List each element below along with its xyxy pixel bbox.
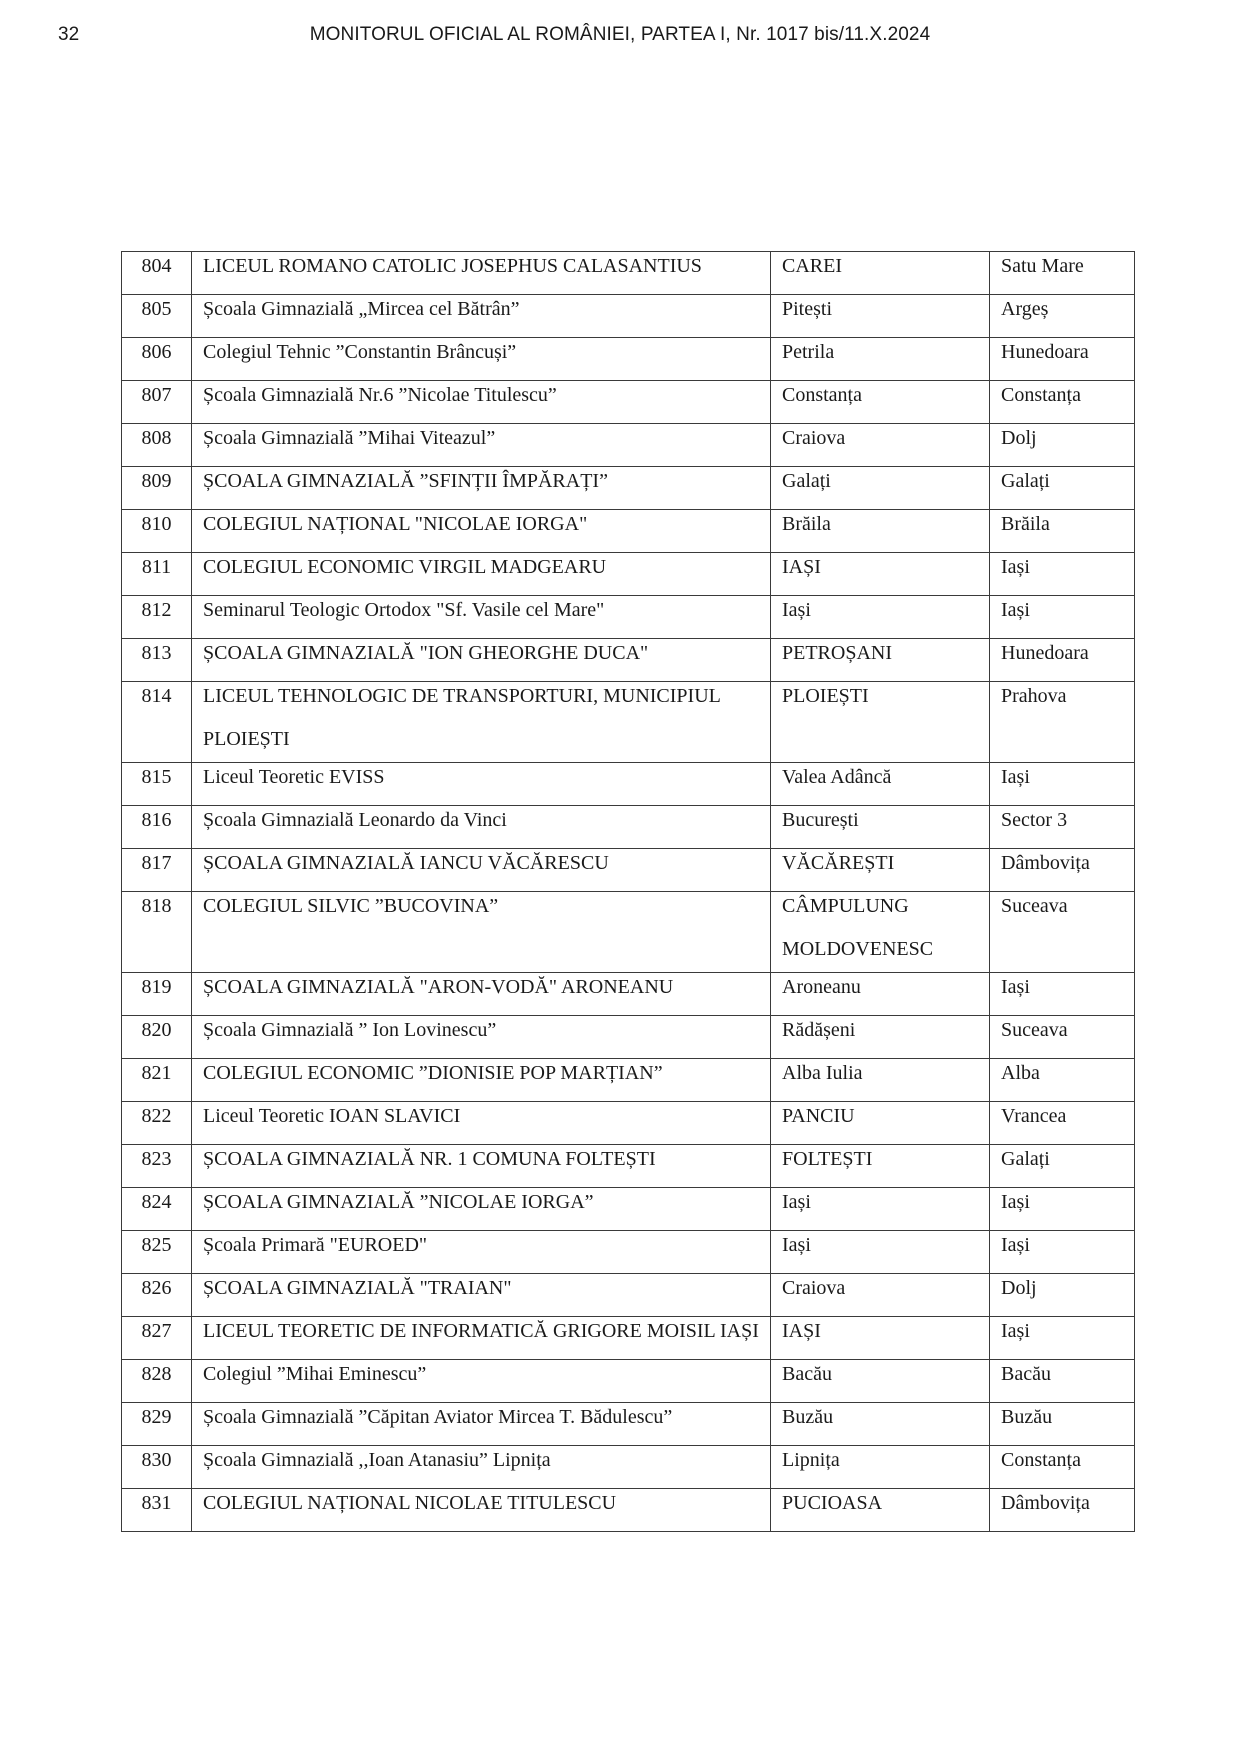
cell-county <box>990 892 1135 973</box>
locality-text: Lipnița <box>782 1449 840 1471</box>
school-name-text: Școala Gimnazială ” Ion Lovinescu” <box>203 1019 497 1041</box>
county-text: Iași <box>1001 556 1030 578</box>
row-number-text: 812 <box>141 599 172 621</box>
school-name-text: Școala Gimnazială ”Mihai Viteazul” <box>203 427 496 449</box>
locality-text: Brăila <box>782 513 831 535</box>
locality-text: Iași <box>782 1234 811 1256</box>
cell-locality <box>771 892 990 973</box>
county-text: Buzău <box>1001 1406 1053 1428</box>
school-name-text: Școala Gimnazială Nr.6 ”Nicolae Titulescu” <box>203 384 557 406</box>
row-number-text: 809 <box>141 470 172 492</box>
row-number-text: 808 <box>141 427 172 449</box>
school-name-text: ȘCOALA GIMNAZIALĂ "TRAIAN" <box>203 1277 512 1299</box>
school-name-text: ȘCOALA GIMNAZIALĂ IANCU VĂCĂRESCU <box>203 852 609 874</box>
school-name-text: Școala Gimnazială „Mircea cel Bătrân” <box>203 298 520 320</box>
county-text: Sector 3 <box>1001 809 1068 831</box>
row-number-text: 825 <box>141 1234 172 1256</box>
school-name-text: ȘCOALA GIMNAZIALĂ NR. 1 COMUNA FOLTEȘTI <box>203 1148 656 1170</box>
county-text: Dâmbovița <box>1001 852 1090 874</box>
row-number-text: 816 <box>141 809 172 831</box>
locality-text: PUCIOASA <box>782 1492 883 1514</box>
county-text: Iași <box>1001 1320 1030 1342</box>
cell-school-name <box>192 1489 771 1532</box>
locality-text: Buzău <box>782 1406 834 1428</box>
school-name-text: ȘCOALA GIMNAZIALĂ "ION GHEORGHE DUCA" <box>203 642 649 664</box>
locality-text: Aroneanu <box>782 976 861 998</box>
locality-text: Rădășeni <box>782 1019 856 1041</box>
row-number-text: 831 <box>141 1492 172 1514</box>
school-name-text: Școala Gimnazială ”Căpitan Aviator Mircea T. Bădulescu” <box>203 1406 673 1428</box>
county-text: Brăila <box>1001 513 1050 535</box>
county-text: Iași <box>1001 976 1030 998</box>
row-number-text: 817 <box>141 852 172 874</box>
row-number-text: 829 <box>141 1406 172 1428</box>
cell-county <box>990 1489 1135 1532</box>
county-text: Bacău <box>1001 1363 1051 1385</box>
row-number-text: 811 <box>141 556 172 578</box>
locality-text: Craiova <box>782 427 846 449</box>
row-number-text: 828 <box>141 1363 172 1385</box>
row-number-text: 804 <box>141 255 172 277</box>
county-text: Hunedoara <box>1001 341 1089 363</box>
cell-county <box>990 682 1135 763</box>
locality-text: IAȘI <box>782 556 821 578</box>
locality-text: Valea Adâncă <box>782 766 892 788</box>
row-number-text: 819 <box>141 976 172 998</box>
cell-row-number <box>122 1489 192 1532</box>
county-text: Hunedoara <box>1001 642 1089 664</box>
county-text: Iași <box>1001 1234 1030 1256</box>
school-name-text: Școala Gimnazială Leonardo da Vinci <box>203 809 507 831</box>
cell-row-number <box>122 682 192 763</box>
row-number-text: 824 <box>141 1191 172 1213</box>
county-text: Satu Mare <box>1001 255 1084 277</box>
county-text: Dâmbovița <box>1001 1492 1090 1514</box>
row-number-text: 827 <box>141 1320 172 1342</box>
school-name-text: LICEUL TEORETIC DE INFORMATICĂ GRIGORE MOISIL IAȘI <box>203 1320 759 1342</box>
row-number-text: 807 <box>141 384 172 406</box>
locality-text: PETROȘANI <box>782 642 893 664</box>
cell-locality <box>771 682 990 763</box>
county-text: Suceava <box>1001 895 1068 917</box>
county-text: Alba <box>1001 1062 1040 1084</box>
locality-text: București <box>782 809 859 831</box>
row-number-text: 821 <box>141 1062 172 1084</box>
locality-text: Iași <box>782 599 811 621</box>
schools-table <box>121 251 1135 1532</box>
row-number-text: 830 <box>141 1449 172 1471</box>
page-title: MONITORUL OFICIAL AL ROMÂNIEI, PARTEA I, Nr. 1017 bis/11.X.2024 <box>309 24 931 45</box>
table-row <box>122 892 1135 973</box>
table-row <box>122 1489 1135 1532</box>
school-name-text: COLEGIUL ECONOMIC VIRGIL MADGEARU <box>203 556 607 578</box>
row-number-text: 815 <box>141 766 172 788</box>
row-number-text: 813 <box>141 642 172 664</box>
county-text: Argeș <box>1001 298 1049 320</box>
county-text: Dolj <box>1001 1277 1037 1299</box>
row-number-text: 810 <box>141 513 172 535</box>
school-name-text: LICEUL TEHNOLOGIC DE TRANSPORTURI, MUNICIPIUL PLOIEȘTI <box>203 685 721 750</box>
row-number-text: 820 <box>141 1019 172 1041</box>
row-number-text: 805 <box>141 298 172 320</box>
locality-text: Galați <box>782 470 831 492</box>
locality-text: Petrila <box>782 341 835 363</box>
school-name-text: COLEGIUL NAȚIONAL NICOLAE TITULESCU <box>203 1492 617 1514</box>
county-text: Vrancea <box>1001 1105 1067 1127</box>
locality-text: Constanța <box>782 384 862 406</box>
row-number-text: 818 <box>141 895 172 917</box>
school-name-text: Colegiul Tehnic ”Constantin Brâncuși” <box>203 341 517 363</box>
locality-text: Craiova <box>782 1277 846 1299</box>
row-number-text: 823 <box>141 1148 172 1170</box>
county-text: Suceava <box>1001 1019 1068 1041</box>
county-text: Galați <box>1001 470 1050 492</box>
locality-text: Iași <box>782 1191 811 1213</box>
school-name-text: Școala Primară "EUROED" <box>203 1234 428 1256</box>
county-text: Iași <box>1001 766 1030 788</box>
cell-row-number <box>122 892 192 973</box>
table-row <box>122 682 1135 763</box>
county-text: Constanța <box>1001 1449 1081 1471</box>
locality-text: CÂMPULUNG MOLDOVENESC <box>782 895 934 960</box>
row-number-text: 822 <box>141 1105 172 1127</box>
school-name-text: Liceul Teoretic EVISS <box>203 766 385 788</box>
schools-table-body <box>122 252 1135 1532</box>
school-name-text: Seminarul Teologic Ortodox "Sf. Vasile cel Mare" <box>203 599 605 621</box>
school-name-text: LICEUL ROMANO CATOLIC JOSEPHUS CALASANTIUS <box>203 255 702 277</box>
school-name-text: Școala Gimnazială ,,Ioan Atanasiu” Lipnița <box>203 1449 551 1471</box>
locality-text: IAȘI <box>782 1320 821 1342</box>
locality-text: Bacău <box>782 1363 832 1385</box>
county-text: Iași <box>1001 599 1030 621</box>
row-number-text: 826 <box>141 1277 172 1299</box>
county-text: Iași <box>1001 1191 1030 1213</box>
school-name-text: COLEGIUL NAȚIONAL "NICOLAE IORGA" <box>203 513 588 535</box>
locality-text: PLOIEȘTI <box>782 685 869 707</box>
cell-locality <box>771 1489 990 1532</box>
school-name-text: ȘCOALA GIMNAZIALĂ "ARON-VODĂ" ARONEANU <box>203 976 674 998</box>
county-text: Dolj <box>1001 427 1037 449</box>
locality-text: CAREI <box>782 255 842 277</box>
school-name-text: Colegiul ”Mihai Eminescu” <box>203 1363 427 1385</box>
school-name-text: Liceul Teoretic IOAN SLAVICI <box>203 1105 461 1127</box>
county-text: Constanța <box>1001 384 1081 406</box>
school-name-text: COLEGIUL ECONOMIC ”DIONISIE POP MARȚIAN” <box>203 1062 663 1084</box>
school-name-text: COLEGIUL SILVIC ”BUCOVINA” <box>203 895 499 917</box>
locality-text: Pitești <box>782 298 833 320</box>
locality-text: FOLTEȘTI <box>782 1148 873 1170</box>
row-number-text: 806 <box>141 341 172 363</box>
county-text: Galați <box>1001 1148 1050 1170</box>
row-number-text: 814 <box>141 685 172 707</box>
county-text: Prahova <box>1001 685 1067 707</box>
cell-school-name <box>192 892 771 973</box>
locality-text: PANCIU <box>782 1105 855 1127</box>
locality-text: Alba Iulia <box>782 1062 863 1084</box>
school-name-text: ȘCOALA GIMNAZIALĂ ”SFINȚII ÎMPĂRAȚI” <box>203 470 608 492</box>
page-number: 32 <box>58 24 80 45</box>
cell-school-name <box>192 682 771 763</box>
school-name-text: ȘCOALA GIMNAZIALĂ ”NICOLAE IORGA” <box>203 1191 594 1213</box>
locality-text: VĂCĂREȘTI <box>782 852 895 874</box>
